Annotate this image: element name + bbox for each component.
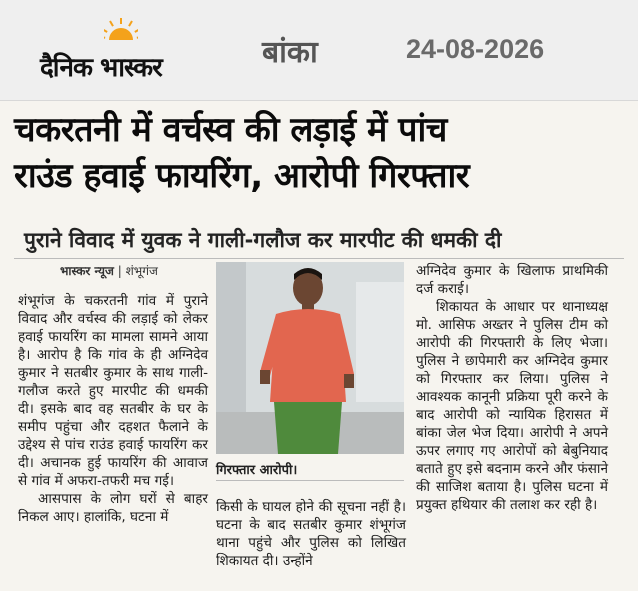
edition-city: बांका [262, 35, 318, 70]
person-photo-illustration [216, 262, 404, 454]
photo-caption: गिरफ्तार आरोपी। [216, 463, 298, 478]
byline: भास्कर न्यूज | शंभूगंज [60, 264, 158, 278]
column-1-paragraph-2: आसपास के लोग घरों से बाहर निकल आए। हालांकि, घटना में [18, 491, 208, 525]
article-column-3 [416, 262, 608, 514]
column-2-paragraph: किसी के घायल होने की सूचना नहीं है। घटना के बाद सतबीर कुमार शंभूगंज थाना पहुंचे और पुलिस को लिखित शिकायत दी। उन्होंने [216, 499, 406, 569]
column-3-paragraph-1: अग्निदेव कुमार के खिलाफ प्राथमिकी दर्ज कराई। [416, 263, 608, 297]
article-headline [14, 107, 629, 199]
headline-line-1: चकरतनी में वर्चस्व की लड़ाई में पांच [14, 110, 447, 150]
edition-date: 24-08-2026 [406, 34, 545, 64]
article-column-1 [18, 292, 208, 526]
masthead-bar [0, 0, 638, 101]
sun-logo-icon [104, 18, 138, 40]
byline-source: भास्कर न्यूज [60, 264, 114, 278]
divider [14, 258, 624, 259]
accused-photo [216, 262, 404, 454]
caption-divider [216, 480, 404, 481]
column-1-paragraph-1: शंभूगंज के चकरतनी गांव में पुराने विवाद और वर्चस्व की लड़ाई को लेकर हवाई फायरिंग का मामला सामने आया है। आरोप है कि गांव के ही अग्निदेव कुमार ने सतबीर कुमार के साथ गाली-गलौज करते हुए मारपीट की धमकी दी। इसके बाद वह सतबीर के घर के समीप पहुंचा और दहशत फैलाने के उद्देश्य से पांच राउंड हवाई फायरिंग कर दी। अचानक हुई फायरिंग की आवाज से गांव में अफरा-तफरी मच गई। [18, 293, 208, 489]
byline-place: शंभूगंज [125, 264, 158, 278]
logo-text: दैनिक भास्कर [40, 53, 162, 83]
column-3-paragraph-2: शिकायत के आधार पर थानाध्यक्ष मो. आसिफ अख्तर ने पुलिस टीम को आरोपी की गिरफ्तारी के लिए भेजा। पुलिस ने छापेमारी कर अग्निदेव कुमार को गिरफ्तार कर लिया। पुलिस ने आवश्यक कानूनी प्रक्रिया पूरी करने के बाद आरोपी को न्यायिक हिरासत में बांका जेल भेज दिया। आरोपी ने अपने ऊपर लगाए गए आरोपों को बेबुनियाद बताते हुए इसे बदनाम करने और फंसाने की साजिश बताया है। पुलिस घटना में प्रयुक्त हथियार की तलाश कर रही है। [416, 299, 608, 513]
newspaper-logo [40, 18, 220, 88]
article-subhead: पुराने विवाद में युवक ने गाली-गलौज कर मारपीट की धमकी दी [24, 228, 502, 252]
article-column-2 [216, 498, 406, 570]
headline-line-2: राउंड हवाई फायरिंग, आरोपी गिरफ्तार [14, 156, 470, 196]
